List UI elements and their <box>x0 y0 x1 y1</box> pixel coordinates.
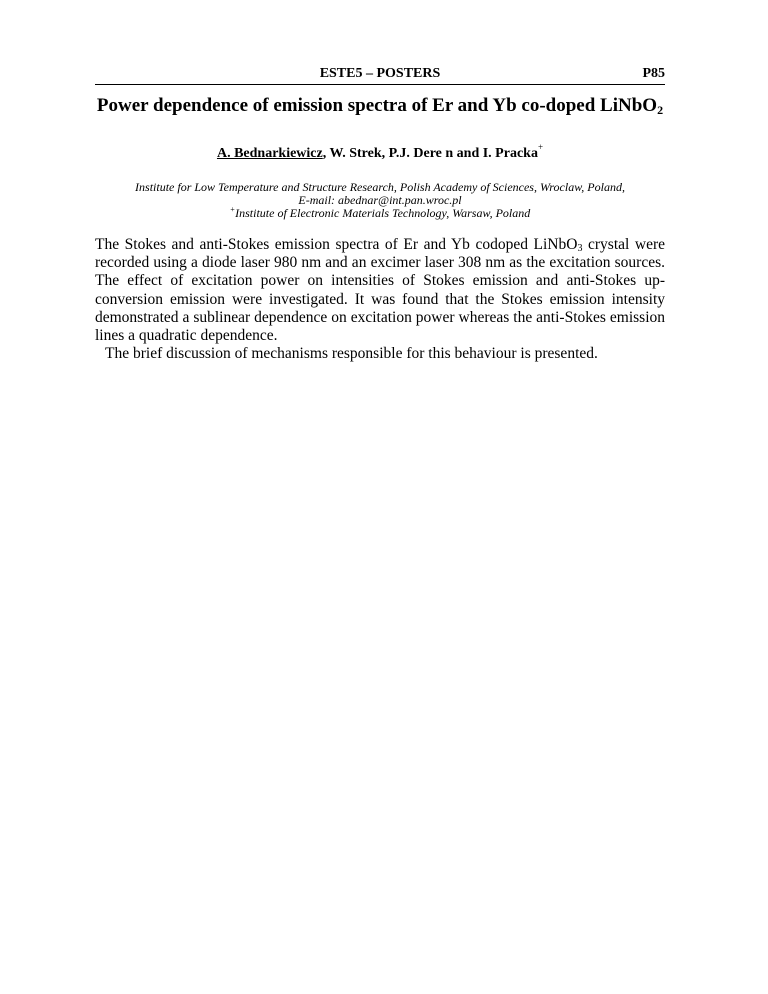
affiliation-secondary-text: Institute of Electronic Materials Technology, Warsaw, Poland <box>235 206 531 220</box>
affiliation-secondary <box>95 206 665 221</box>
author-list <box>95 142 665 162</box>
abstract-p1-end: crystal were recorded using a diode laser 980 nm and an excimer laser 308 nm as the excitation sources. The effect of excitation power on intensities of Stokes emission and anti-Stokes up-conversion emission were investigated. It was found that the Stokes emission intensity demonstrated a sublinear dependence on excitation power whereas the anti-Stokes emission lines a quadratic dependence. <box>95 236 665 345</box>
paper-title <box>95 95 665 117</box>
title-text: Power dependence of emission spectra of Er and Yb co-doped LiNbO <box>96 95 658 116</box>
other-authors: , W. Strek, P.J. Dere n and I. Pracka <box>322 146 538 161</box>
abstract-p1-subscript: 3 <box>577 243 583 254</box>
affiliation-marker: + <box>229 205 236 214</box>
abstract-p1-start: The Stokes and anti-Stokes emission spectra of Er and Yb codoped LiNbO <box>95 236 578 253</box>
running-header <box>95 65 665 85</box>
abstract-body <box>95 236 665 363</box>
title-subscript: 2 <box>657 103 664 117</box>
abstract-paragraph-1 <box>95 236 665 345</box>
author-email: E-mail: abednar@int.pan.wroc.pl <box>298 193 462 207</box>
poster-number: P85 <box>642 66 665 81</box>
abstract-paragraph-2: The brief discussion of mechanisms responsible for this behaviour is presented. <box>105 345 598 363</box>
affiliation-primary: Institute for Low Temperature and Structure Research, Polish Academy of Sciences, Wroclaw, Poland, <box>135 180 625 194</box>
author-affiliation-marker: + <box>537 142 544 152</box>
conference-label: ESTE5 – POSTERS <box>319 66 441 81</box>
presenting-author: A. Bednarkiewicz <box>216 146 323 161</box>
